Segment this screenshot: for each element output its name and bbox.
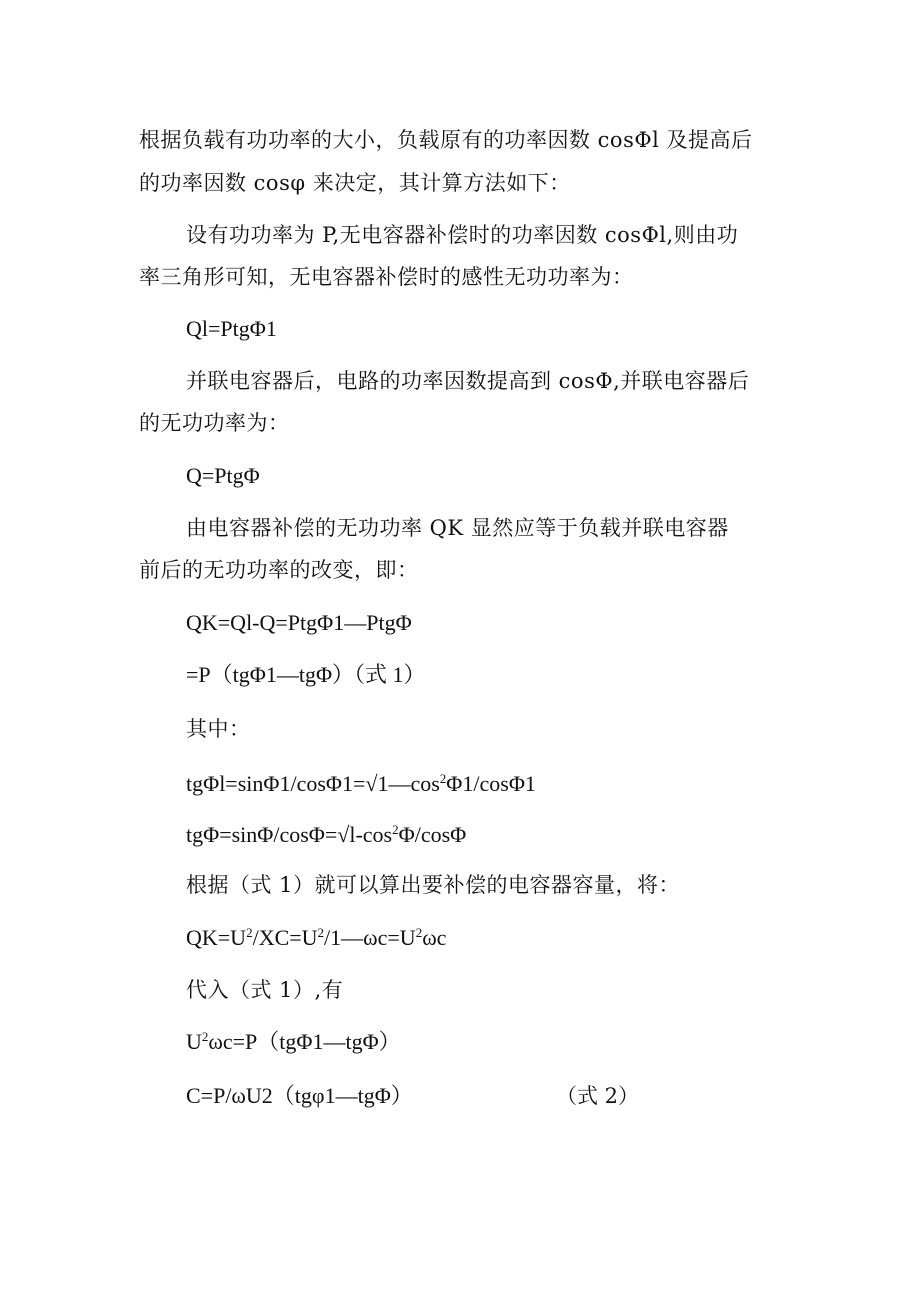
- formula-part: Φ/cosΦ: [398, 822, 467, 847]
- paragraph-line: 的无功功率为：: [139, 411, 290, 435]
- formula-part: U: [186, 1029, 202, 1054]
- formula-part: Φ1/cosΦ1: [446, 771, 536, 796]
- formula-part: QK=U: [186, 925, 247, 950]
- formula-tg2: [186, 822, 466, 848]
- formula-tg1: [186, 771, 536, 797]
- paragraph-line: 由电容器补偿的无功功率 QK 显然应等于负载并联电容器: [186, 516, 729, 540]
- paragraph-line: 的功率因数 cosφ 来决定，其计算方法如下：: [139, 171, 571, 195]
- formula-part: /XC=U: [252, 925, 318, 950]
- paragraph-line: 代入（式 1）,有: [186, 978, 344, 1002]
- paragraph-line: 率三角形可知，无电容器补偿时的感性无功功率为：: [139, 265, 634, 289]
- superscript: 2: [317, 925, 325, 940]
- formula-part: ωc=P（tgΦ1—tgΦ）: [208, 1029, 401, 1054]
- superscript: 2: [392, 822, 399, 837]
- formula-ql: Ql=PtgΦ1: [186, 316, 277, 341]
- paragraph-line: 其中：: [186, 717, 251, 741]
- formula-qk: QK=Ql-Q=PtgΦ1—PtgΦ: [186, 610, 412, 635]
- formula-q: Q=PtgΦ: [186, 463, 260, 488]
- superscript: 2: [246, 925, 253, 940]
- paragraph-line: 前后的无功功率的改变，即：: [139, 558, 419, 582]
- equation-tag: （式 2）: [556, 1084, 640, 1108]
- formula-part: tgΦ=sinΦ/cosΦ=√l-cos: [186, 822, 393, 847]
- formula-qk-u: [186, 925, 446, 951]
- paragraph-line: 设有功功率为 P,无电容器补偿时的功率因数 cosΦl,则由功: [186, 223, 739, 247]
- formula-qk-eq1: =P（tgΦ1—tgΦ）（式 1）: [186, 662, 426, 687]
- formula-part: /1—ωc=U: [324, 925, 416, 950]
- superscript: 2: [201, 1029, 209, 1044]
- formula-u: [186, 1029, 401, 1055]
- paragraph-line: 根据（式 1）就可以算出要补偿的电容器容量，将：: [186, 873, 681, 897]
- paragraph-line: 并联电容器后，电路的功率因数提高到 cosΦ,并联电容器后: [186, 369, 750, 393]
- formula-c: C=P/ωU2（tgφ1—tgΦ）: [186, 1083, 413, 1108]
- superscript: 2: [439, 771, 447, 786]
- formula-part: tgΦl=sinΦ1/cosΦ1=√1—cos: [186, 771, 440, 796]
- paragraph-line: 根据负载有功功率的大小，负载原有的功率因数 cosΦl 及提高后: [139, 128, 753, 152]
- superscript: 2: [415, 925, 423, 940]
- formula-part: ωc: [422, 925, 447, 950]
